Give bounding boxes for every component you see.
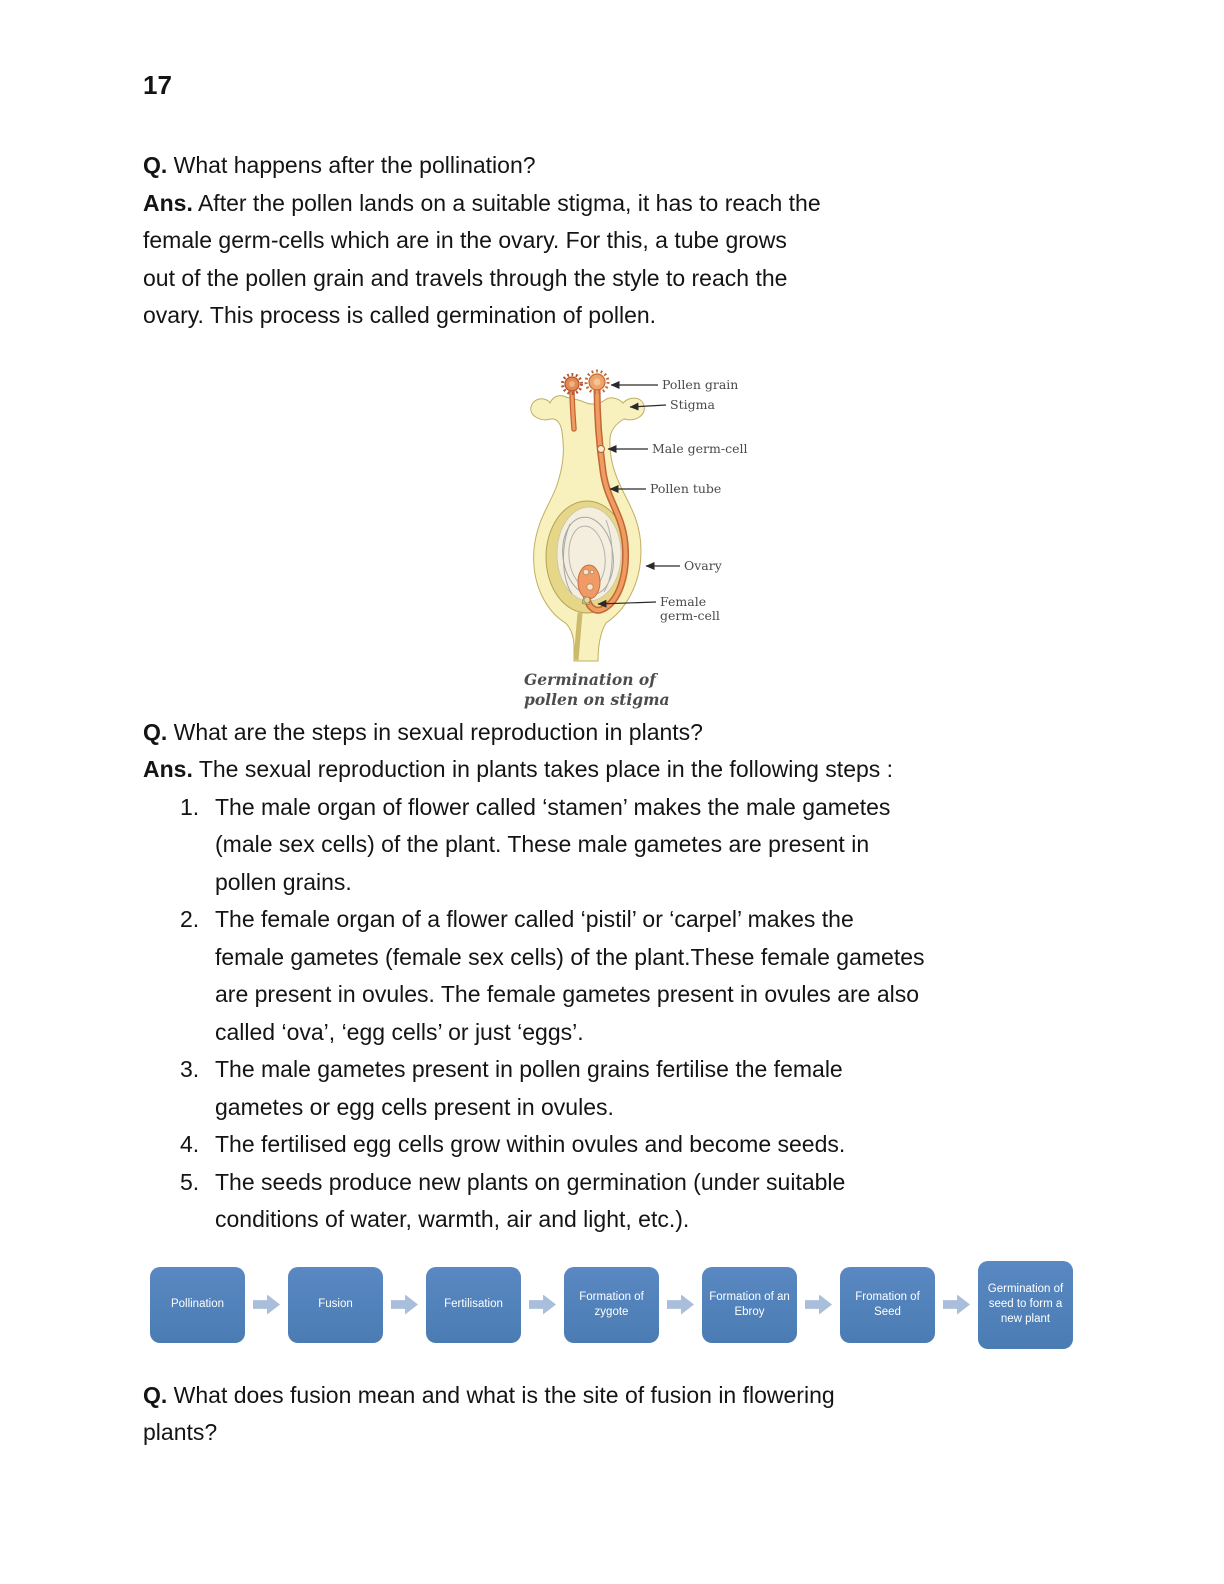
ans-label: Ans. xyxy=(143,756,193,782)
flowchart-step-fusion: Fusion xyxy=(288,1267,383,1343)
flowchart-step-pollination: Pollination xyxy=(150,1267,245,1343)
cell-bubble xyxy=(587,583,593,589)
list-item xyxy=(143,901,1134,1051)
list-number: 2. xyxy=(180,906,200,932)
cell-bubble xyxy=(584,597,590,603)
list-number: 5. xyxy=(180,1168,200,1195)
ans-text: The sexual reproduction in plants takes place in the following steps : xyxy=(198,756,894,782)
question-block-3 xyxy=(143,1377,1134,1452)
flow-arrow-icon xyxy=(667,1295,694,1315)
answer-line xyxy=(143,751,1134,789)
question-block-1 xyxy=(143,147,1134,335)
answer-line: ovary. This process is called germination of pollen. xyxy=(143,302,657,328)
text-line: The male organ of flower called ‘stamen’ makes the male gametes xyxy=(215,793,891,820)
answer-line: out of the pollen grain and travels through the style to reach the xyxy=(143,264,788,291)
female-germ-cell-body xyxy=(578,565,600,599)
pollen-grain-core xyxy=(594,378,601,385)
flowchart-step-germination: Germination of seed to form a new plant xyxy=(978,1261,1073,1349)
label-pollen-tube: Pollen tube xyxy=(650,480,722,496)
label-female-germ-cell: germ-cell xyxy=(660,607,720,623)
figure-caption: Germination of pollen on stigma xyxy=(524,669,670,709)
question-line xyxy=(143,147,1134,185)
list-item-text xyxy=(215,1051,843,1126)
list-item-text xyxy=(215,901,925,1051)
reproduction-flowchart xyxy=(150,1261,1134,1349)
q-label: Q. xyxy=(143,1381,168,1408)
list-item-text xyxy=(215,1126,845,1164)
list-number: 3. xyxy=(180,1056,200,1082)
pollen-germination-figure xyxy=(510,361,830,710)
flowchart-step-fertilisation: Fertilisation xyxy=(426,1267,521,1343)
cell-bubble xyxy=(590,570,594,574)
label-female-germ-cell: Female xyxy=(660,593,707,609)
text-line: The fertilised egg cells grow within ovules and become seeds. xyxy=(215,1131,846,1157)
ans-text: After the pollen lands on a suitable stigma, it has to reach the xyxy=(197,189,821,216)
flow-arrow-icon xyxy=(253,1295,280,1315)
flowchart-step-embryo: Formation of an Ebroy xyxy=(702,1267,797,1343)
q-label: Q. xyxy=(143,152,168,178)
list-number: 4. xyxy=(180,1131,200,1157)
list-item-text xyxy=(215,789,890,902)
page-number: 17 xyxy=(143,70,172,100)
pistil-diagram xyxy=(510,361,775,663)
text-line: The male gametes present in pollen grains fertilise the female xyxy=(215,1056,843,1082)
question-block-2 xyxy=(143,714,1134,1239)
flow-arrow-icon xyxy=(391,1295,418,1315)
list-item xyxy=(143,789,1134,902)
flowchart-step-seed: Fromation of Seed xyxy=(840,1267,935,1343)
text-line: The seeds produce new plants on germination (under suitable xyxy=(215,1168,846,1195)
list-item xyxy=(143,1164,1134,1239)
list-item xyxy=(143,1051,1134,1126)
pollen-grain-core xyxy=(569,381,575,387)
q-text: What are the steps in sexual reproduction in plants? xyxy=(173,718,703,745)
q-text: What does fusion mean and what is the site of fusion in flowering xyxy=(173,1381,835,1408)
text-line: pollen grains. xyxy=(215,868,352,895)
label-male-germ-cell: Male germ-cell xyxy=(652,440,748,456)
label-pollen-grain: Pollen grain xyxy=(662,376,739,392)
label-stigma: Stigma xyxy=(670,396,715,412)
flow-arrow-icon xyxy=(529,1295,556,1315)
text-line: (male sex cells) of the plant. These male gametes are present in xyxy=(215,831,870,857)
cell-bubble xyxy=(583,569,589,575)
flow-arrow-icon xyxy=(805,1295,832,1315)
male-germ-cell-dot xyxy=(598,445,605,452)
text-line: gametes or egg cells present in ovules. xyxy=(215,1093,614,1120)
text-line: female gametes (female sex cells) of the plant.These female gametes xyxy=(215,943,925,970)
q-text: What happens after the pollination? xyxy=(173,152,536,178)
flowchart-step-zygote: Formation of zygote xyxy=(564,1267,659,1343)
ans-label: Ans. xyxy=(143,189,193,216)
text-line: called ‘ova’, ‘egg cells’ or just ‘eggs’. xyxy=(215,1018,584,1045)
question-line xyxy=(143,1377,1134,1415)
question-line: plants? xyxy=(143,1419,218,1445)
flow-arrow-icon xyxy=(943,1295,970,1315)
answer-line: female germ-cells which are in the ovary. For this, a tube grows xyxy=(143,227,787,253)
q-label: Q. xyxy=(143,718,168,745)
question-line xyxy=(143,714,1134,752)
list-item xyxy=(143,1126,1134,1164)
list-item-text xyxy=(215,1164,845,1239)
label-ovary: Ovary xyxy=(684,557,722,573)
text-line: are present in ovules. The female gametes present in ovules are also xyxy=(215,981,920,1007)
text-line: conditions of water, warmth, air and light, etc.). xyxy=(215,1206,690,1232)
text-line: The female organ of a flower called ‘pistil’ or ‘carpel’ makes the xyxy=(215,906,854,932)
answer-line xyxy=(143,185,1134,223)
list-number: 1. xyxy=(180,793,200,820)
